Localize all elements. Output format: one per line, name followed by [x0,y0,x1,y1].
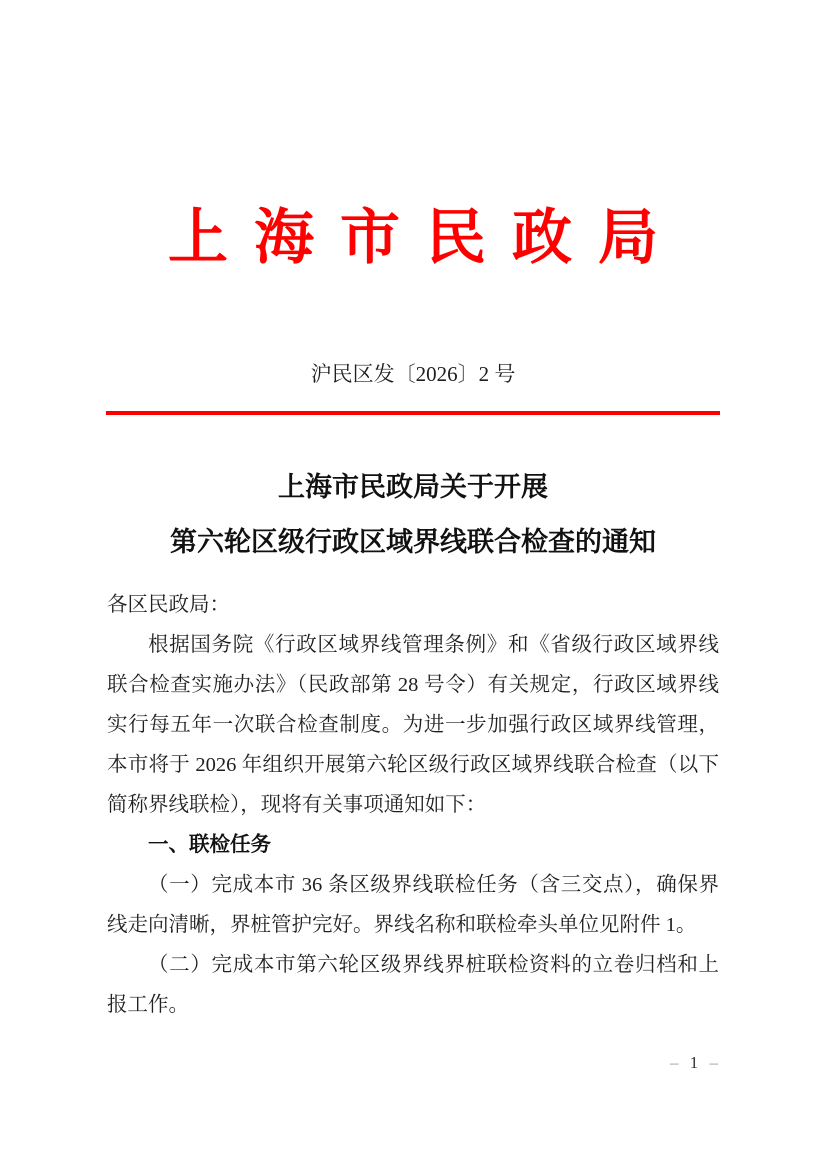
red-divider-line [106,411,720,415]
doc-reference-number: 沪民区发〔2026〕2 号 [310,362,516,386]
page-number [0,1052,718,1074]
body-line: 实行每五年一次联合检查制度。为进一步加强行政区域界线管理， [107,714,719,736]
body-line: 本市将于 2026 年组织开展第六轮区级行政区域界线联合检查（以下 [107,754,719,776]
body-line: 联合检查实施办法》（民政部第 28 号令）有关规定，行政区域界线 [107,674,719,696]
org-masthead-title: 上海市民政局 [168,205,684,271]
body-line: （一）完成本市 36 条区级界线联检任务（含三交点），确保界 [148,874,719,896]
body-line: 根据国务院《行政区域界线管理条例》和《省级行政区域界线 [148,634,719,656]
page-number-dash-left: – [670,1053,679,1072]
body-line: 简称界线联检），现将有关事项通知如下： [107,794,487,816]
body-line: 各区民政局： [107,594,230,616]
page-number-value: 1 [689,1053,699,1072]
body-line: 线走向清晰，界桩管护完好。界线名称和联检牵头单位见附件 1。 [107,914,697,936]
section-heading: 一、联检任务 [148,833,271,856]
notice-title-line2: 第六轮区级行政区域界线联合检查的通知 [170,527,656,557]
notice-title [0,460,826,570]
page-number-dash-right: – [709,1053,718,1072]
notice-title-line1: 上海市民政局关于开展 [278,472,548,502]
body-line: 报工作。 [107,994,189,1016]
document-body [107,585,719,1025]
body-line: （二）完成本市第六轮区级界线界桩联检资料的立卷归档和上 [148,954,719,976]
